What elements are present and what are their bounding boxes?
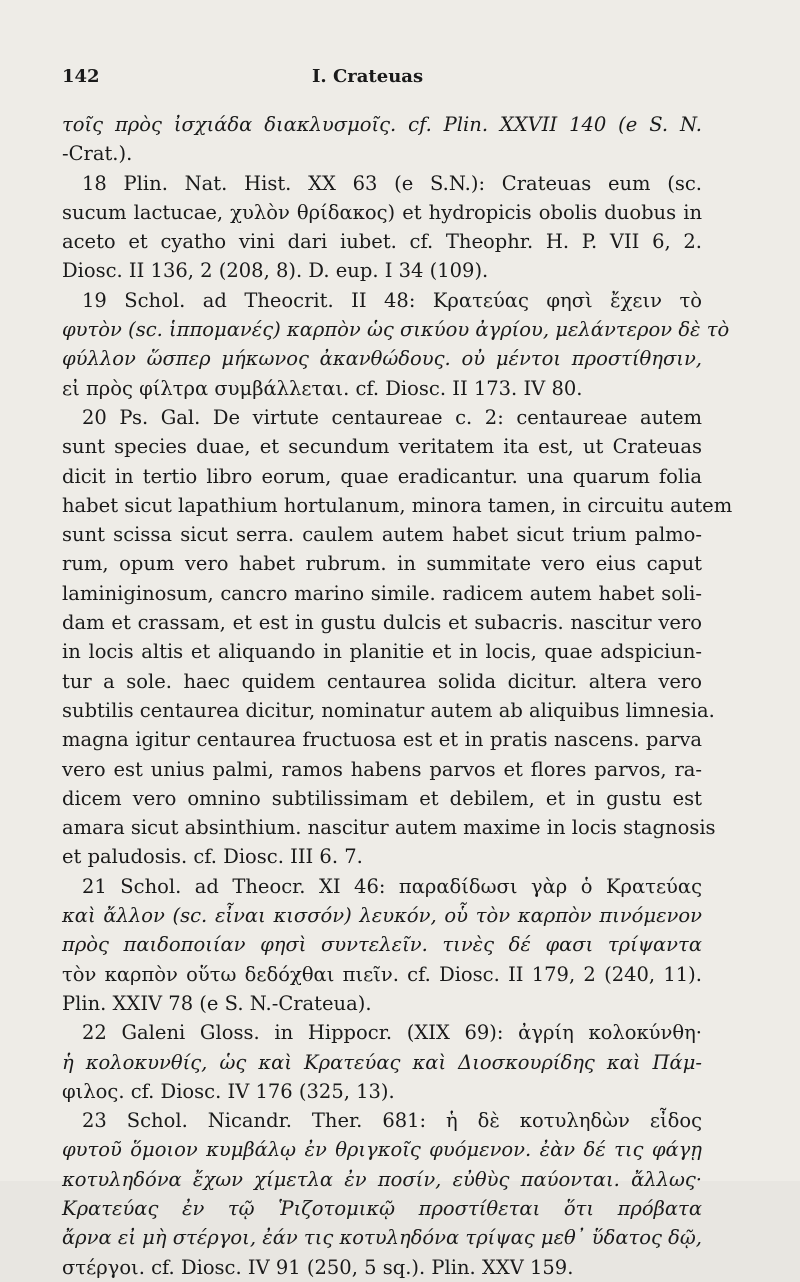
text-line: εἰ πρὸς φίλτρα συμβάλλεται. cf. Diosc. II 173. IV 80. <box>62 376 583 400</box>
text-line: dam et crassam, et est in gustu dulcis et subacris. nascitur vero <box>62 611 702 635</box>
text-line: subtilis centaurea dicitur, nominatur autem ab aliquibus limnesia. <box>62 698 715 722</box>
text-line: Κρατεύας ἐν τῷ Ῥιζοτομικῷ προστίθεται ὅτι πρόβατα <box>62 1196 702 1220</box>
text-line: στέργοι. cf. Diosc. IV 91 (250, 5 sq.). Plin. XXV 159. <box>62 1255 574 1279</box>
text-line: dicit in tertio libro eorum, quae eradicantur. una quarum folia <box>62 464 702 488</box>
text-line: 22 Galeni Gloss. in Hippocr. (XIX 69): ἀγρίη κολοκύνθη· <box>82 1021 702 1045</box>
running-head <box>62 66 702 90</box>
text-line: τοῖς πρὸς ἰσχιάδα διακλυσμοῖς. cf. Plin. XXVII 140 (e S. N. <box>62 113 702 136</box>
text-line: 21 Schol. ad Theocr. XI 46: παραδίδωσι γὰρ ὁ Κρατεύας <box>82 874 702 898</box>
text-line: dicem vero omnino subtilissimam et debilem, et in gustu est <box>62 786 702 810</box>
page-body <box>62 110 733 1282</box>
text-line: in locis altis et aliquando in planitie et in locis, quae adspiciun- <box>62 640 702 664</box>
text-line: sunt scissa sicut serra. caulem autem habet sicut trium palmo- <box>62 523 702 547</box>
text-line: sunt species duae, et secundum veritatem ita est, ut Crateuas <box>62 435 702 459</box>
text-line: et paludosis. cf. Diosc. III 6. 7. <box>62 845 363 869</box>
text-line: vero est unius palmi, ramos habens parvos et flores parvos, ra- <box>62 757 702 781</box>
text-line: τὸν καρπὸν οὕτω δεδόχθαι πιεῖν. cf. Diosc. II 179, 2 (240, 11). <box>62 962 702 986</box>
text-line: sucum lactucae, χυλὸν θρίδακος) et hydropicis obolis duobus in <box>62 200 702 224</box>
text-line: φιλος. cf. Diosc. IV 176 (325, 13). <box>62 1079 395 1103</box>
text-line: Diosc. II 136, 2 (208, 8). D. eup. I 34 (109). <box>62 259 489 283</box>
text-line: Plin. XXIV 78 (e S. N.-Crateua). <box>62 991 372 1015</box>
text-line: καὶ ἄλλον (sc. εἶναι κισσόν) λευκόν, οὗ τὸν καρπὸν πινόμενον <box>62 904 702 928</box>
text-line: rum, opum vero habet rubrum. in summitate vero eius caput <box>62 552 702 576</box>
text-line: tur a sole. haec quidem centaurea solida dicitur. altera vero <box>62 669 702 693</box>
text-line: amara sicut absinthium. nascitur autem maxime in locis stagnosis <box>62 816 716 840</box>
text-line: κοτυληδόνα ἔχων χίμετλα ἐν ποσίν, εὐθὺς παύονται. ἄλλως· <box>62 1167 702 1191</box>
text-line: habet sicut lapathium hortulanum, minora tamen, in circuitu autem <box>62 493 733 517</box>
page-number: 142 <box>62 66 100 87</box>
text-line: 19 Schol. ad Theocrit. II 48: Κρατεύας φησὶ ἔχειν τὸ <box>82 288 702 312</box>
text-line: 18 Plin. Nat. Hist. XX 63 (e S.N.): Crateuas eum (sc. <box>82 171 702 195</box>
text-line: φυτοῦ ὅμοιον κυμβάλῳ ἐν θριγκοῖς φυόμενον. ἐὰν δέ τις φάγῃ <box>62 1138 702 1162</box>
text-line: magna igitur centaurea fructuosa est et in pratis nascens. parva <box>62 728 702 752</box>
text-line: φυτὸν (sc. ἱππομανές) καρπὸν ὡς σικύου ἀγρίου, μελάντερον δὲ τὸ <box>62 318 730 342</box>
text-line: aceto et cyatho vini dari iubet. cf. Theophr. H. P. VII 6, 2. <box>62 230 702 254</box>
text-line: πρὸς παιδοποιίαν φησὶ συντελεῖν. τινὲς δέ φασι τρίψαντα <box>62 933 702 957</box>
text-line: -Crat.). <box>62 142 133 166</box>
text-line: laminiginosum, cancro marino simile. radicem autem habet soli- <box>62 581 702 605</box>
text-line: ἡ κολοκυνθίς, ὡς καὶ Κρατεύας καὶ Διοσκουρίδης καὶ Πάμ- <box>62 1050 702 1074</box>
text-line: 23 Schol. Nicandr. Ther. 681: ἡ δὲ κοτυληδὼν εἶδος <box>82 1109 702 1133</box>
text-line: 20 Ps. Gal. De virtute centaureae c. 2: centaureae autem <box>82 405 702 429</box>
text-line: φύλλον ὥσπερ μήκωνος ἀκανθώδους. οὐ μέντοι προστίθησιν, <box>62 347 702 371</box>
text-line: ἄρνα εἰ μὴ στέργοι, ἐάν τις κοτυληδόνα τρίψας μεθ᾽ ὕδατος δῷ, <box>62 1226 702 1250</box>
running-title: I. Crateuas <box>312 66 424 87</box>
